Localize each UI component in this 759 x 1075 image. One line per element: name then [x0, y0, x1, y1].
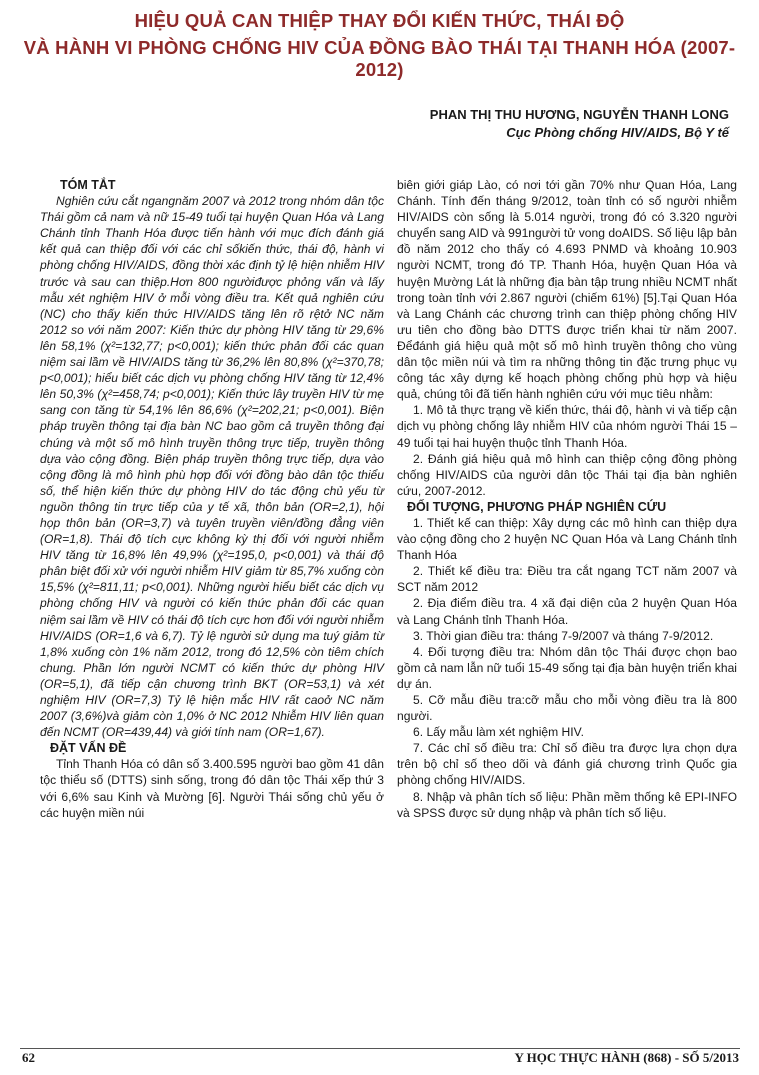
methods-item: 1. Thiết kế can thiệp: Xây dựng các mô hình can thiệp dựa vào cộng đồng cho 2 huyện NC Quan Hóa và Lang Chánh tỉnh Thanh Hóa	[397, 515, 737, 563]
methods-item: 4. Đối tượng điều tra: Nhóm dân tộc Thái được chọn bao gồm cả nam lẫn nữ tuổi 15-49 sống tại địa bàn huyện triển khai dự án.	[397, 644, 737, 691]
page-number: 62	[22, 1050, 35, 1065]
objective-2: 2. Đánh giá hiệu quả mô hình can thiệp cộng đồng phòng chống HIV/AIDS của người dân tộc Thái tại địa bàn nghiên cứu, 2007-2012.	[397, 451, 737, 498]
methods-item: 5. Cỡ mẫu điều tra:cỡ mẫu cho mỗi vòng điều tra là 800 người.	[397, 693, 737, 724]
affiliation: Cục Phòng chống HIV/AIDS, Bộ Y tế	[506, 125, 729, 140]
authors: PHAN THỊ THU HƯƠNG, NGUYỄN THANH LONG	[429, 107, 729, 122]
methods-item: 8. Nhập và phân tích số liệu: Phần mềm thống kê EPI-INFO và SPSS được sử dụng nhập và phân tích số liệu.	[397, 789, 737, 820]
journal-footer: Y HỌC THỰC HÀNH (868) - SỐ 5/2013	[514, 1050, 739, 1065]
intro-heading: ĐẶT VẤN ĐỀ	[50, 741, 127, 756]
title-line-2: VÀ HÀNH VI PHÒNG CHỐNG HIV CỦA ĐỒNG BÀO THÁI TẠI THANH HÓA (2007-2012)	[23, 37, 736, 80]
methods-item: 3. Thời gian điều tra: tháng 7-9/2007 và tháng 7-9/2012.	[413, 628, 714, 643]
abstract-heading: TÓM TẮT	[60, 178, 116, 192]
intro-paragraph-1: Tỉnh Thanh Hóa có dân số 3.400.595 người bao gồm 41 dân tộc thiểu số (DTTS) sinh sống, trong đó dân tộc Thái xếp thứ 3 với 6,6% sau Kinh và Mường [6]. Người Thái sống chủ yếu ở các huyện miền núi	[40, 757, 384, 820]
title-line-1: HIỆU QUẢ CAN THIỆP THAY ĐỔI KIẾN THỨC, THÁI ĐỘ	[134, 10, 625, 31]
author-block	[430, 106, 729, 142]
right-column	[397, 177, 737, 821]
footer-rule	[20, 1048, 740, 1049]
intro-paragraph-1-continued: biên giới giáp Lào, có nơi tới gần 70% như Quan Hóa, Lang Chánh. Tính đến tháng 9/2012, toàn tỉnh có số người nhiễm HIV/AIDS còn sống là 5.014 người, trong đó có 3.320 người chuyển sang AID và 991người tử vong doAIDS. Số liệu lập bản đồ năm 2012 cho thấy có 4.693 PNMD và khoảng 10.903 người NCMT, trong đó TP. Thanh Hóa, huyện Quan Hóa và huyện Mường Lát là những địa bàn tập trung nhiều NCMT nhất trong toàn tỉnh với 2.867 người (chiếm 61%) [5].Tại Quan Hóa và Lang Chánh các chương trình can thiệp phòng chống HIV ưu tiên cho đồng bào DTTS được triển khai từ năm 2007. Đểđánh giá hiệu quả một số mô hình truyền thông cho vùng dân tộc miền núi và tìm ra những thông tin đặc trưng phục vụ công tác xây dựng kế hoạch phòng chống phù hợp và hiệu quả, chúng tôi đã tiến hành nghiên cứu với mục tiêu nhằm:	[397, 178, 737, 402]
methods-item: 2. Địa điểm điều tra. 4 xã đại diện của 2 huyện Quan Hóa và Lang Chánh tỉnh Thanh Hóa.	[397, 596, 737, 627]
methods-item: 7. Các chỉ số điều tra: Chỉ số điều tra được lựa chọn dựa trên bộ chỉ số theo dõi và đánh giá chương trình Quốc gia phòng chống HIV/AIDS.	[397, 741, 737, 788]
methods-item: 2. Thiết kế điều tra: Điều tra cắt ngang TCT năm 2007 và SCT năm 2012	[397, 564, 737, 595]
methods-item: 6. Lấy mẫu làm xét nghiệm HIV.	[413, 725, 584, 740]
left-column	[40, 177, 384, 821]
methods-heading: ĐỐI TƯỢNG, PHƯƠNG PHÁP NGHIÊN CỨU	[407, 499, 667, 514]
abstract-text: Nghiên cứu cắt ngangnăm 2007 và 2012 trong nhóm dân tộc Thái gồm cả nam và nữ 15-49 tuổi tại huyện Quan Hóa và Lang Chánh tỉnh Thanh Hóa được tiến hành với mục đích đánh giá kết quả can thiệp đối với các chỉ sốkiến thức, thái độ, hành vi phòng chống HIV/AIDS, đồng thời xác định tỷ lệ hiện nhiễm HIV trước và sau can thiệp.Hơn 800 ngườiđược phỏng vấn và lấy mẫu xét nghiệm HIV ở mỗi vòng điều tra. Kết quả nghiên cứu (NC) cho thấy kiến thức HIV/AIDS tăng lên rõ rệtở NC năm 2012 so với năm 2007: Kiến thức dự phòng HIV tăng từ 29,6% lên 58,1% (χ²=132,77; p<0,001); kiến thức phản đối các quan niệm sai lầm về HIV/AIDS tăng từ 36,2% lên 80,8% (χ²=370,78; p<0,001); hiểu biết các dịch vụ phòng chống HIV tăng từ 12,4% lên 50,3% (χ²=458,74; p<0,001); Kiến thức lây truyền HIV từ mẹ sang con tăng từ 54,1% lên 86,6% (χ²=202,21; p<0,001). Biện pháp truyền thông tại địa bàn NC bao gồm cả truyền thông đại chúng và một số mô hình truyền thông trực tiếp, truyền thông dựa vào cộng đồng. Biện pháp truyền thông trực tiếp, dựa vào cộng đồng là mô hình phù hợp đối với đồng bào dân tộc thiểu số, thể hiện kiến thức dự phòng HIV do tác động chủ yếu từ nguồn thông tin trực tiếp của y tế xã, thôn bản (OR=2,1), hội họp thôn bản (OR=3,7) và tuyên truyền viên/đồng đẳng viên (OR=1,8). Thái độ tích cực không kỳ thị đối với người nhiễm HIV tăng từ 16,8% lên 49,9% (χ²=195,0, p<0,001) và thái độ phân biệt đối xử với người nhiễm HIV giảm từ 85,7% xuống còn 15,5% (χ²=811,11; p<0,001). Những người hiểu biết các dịch vụ phòng chống HIV và người có kiến thức phản đối các quan niệm sai lầm về HIV có thái độ tích cực hơn đối với người nhiễm HIV/AIDS (OR=1,6 và 6,7). Tỷ lệ người sử dụng ma tuý giảm từ 1,8% xuống còn 1% năm 2012, trong đó 12,5% còn tiêm chích chung. Phần lớn người NCMT có kiến thức dự phòng HIV (OR=5,1), đã tiếp cận chương trình BKT (OR=53,1) và xét nghiệm HIV (OR=7,3) Tỷ lệ hiện mắc HIV rất caoở NC năm 2007 (3,6%)và giảm còn 1,0% ở NC 2012 Nhiễm HIV liên quan đến NCMT (OR=439,44) và giới tính nam (OR=1,67).	[40, 194, 384, 740]
objective-1: 1. Mô tả thực trạng về kiến thức, thái độ, hành vi và tiếp cận dịch vụ phòng chống lây nhiễm HIV của nhóm người Thái 15 – 49 tuổi tại hai huyện thuộc tỉnh Thanh Hóa.	[397, 403, 737, 450]
